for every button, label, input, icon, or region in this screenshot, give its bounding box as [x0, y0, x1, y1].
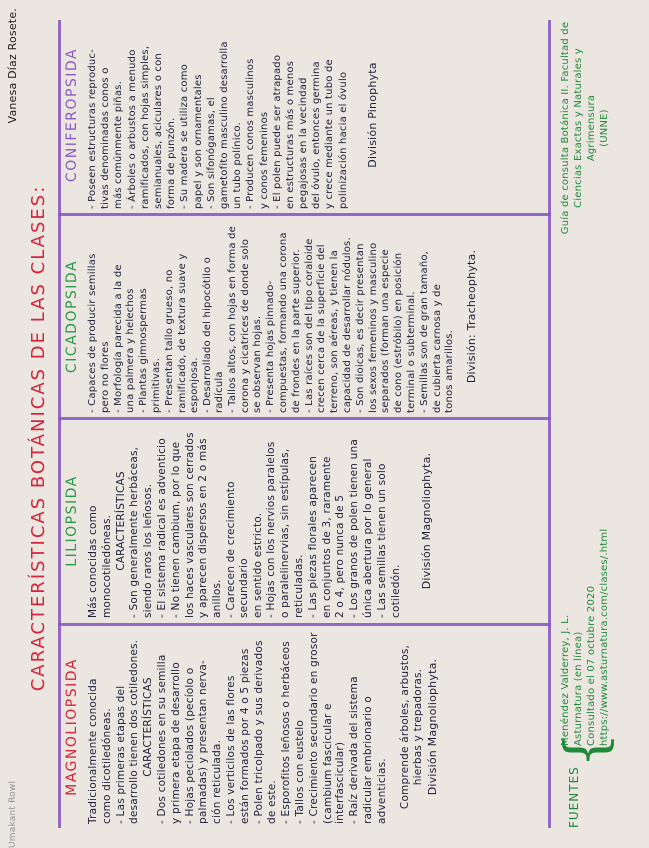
- reference-list: [559, 276, 611, 746]
- guide-line: Guía de consulta Botánica II. Facultad de: [560, 21, 571, 235]
- text-line: y aparecen dispersos en 2 o más: [197, 438, 210, 618]
- text-line: - Capaces de producir semillas: [87, 253, 99, 413]
- text-line: - Tallos con eustelo: [294, 720, 307, 824]
- text-line: pero no flores: [99, 341, 111, 413]
- text-line: 2 o 4, pero nunca de 5: [334, 494, 347, 618]
- text-line: - Tallos altos, con hojas en forma de: [226, 225, 238, 413]
- text-line: - Las raíces son del tipo coraloide: [303, 238, 315, 413]
- faded-corner-text: Umakant Rowl: [8, 780, 18, 848]
- text-line: los haces vasculares son cerrados: [183, 432, 196, 618]
- text-line: - Poseen estructuras reproduc-: [87, 49, 99, 209]
- text-line: capacidad de desarrollar nódulos.: [342, 237, 354, 413]
- text-line: - Carecen de crecimiento secundario: [225, 481, 250, 618]
- brace-mark: {: [554, 732, 619, 768]
- text-line: más comúnmente piñas.: [113, 81, 125, 209]
- text-line: papel y son ornamentales: [192, 74, 204, 209]
- text-line: ción reticulada.: [211, 739, 224, 824]
- text-line: semianuales, aciculares o con: [153, 53, 165, 209]
- sources-footer: [555, 20, 645, 828]
- column-divider-2: [58, 417, 551, 420]
- column-coniferopsida: [64, 21, 544, 209]
- column-magnoliopsida: [64, 630, 544, 824]
- column-title: MAGNOLIOPSIDA: [64, 658, 80, 796]
- text-line: de cubierta carnosa y de: [431, 283, 443, 413]
- text-line: gametofito masculino desarrolla: [218, 41, 230, 209]
- column-title: LILIOPSIDA: [64, 475, 80, 567]
- text-line: están formados por 4 o 5 piezas: [238, 648, 251, 824]
- text-line: (cambium fascicular e interfascicular): [321, 703, 347, 824]
- text-line: siendo raros los leñosos.: [142, 483, 155, 618]
- guide-reference: [559, 18, 611, 238]
- column-title: CONIFEROPSIDA: [64, 47, 80, 183]
- reference-line: Consultado el 07 octubre 2020: [586, 585, 597, 746]
- text-line: los sexos femeninos y masculino: [367, 242, 379, 413]
- subheading: CARACTERÍSTICAS: [142, 677, 155, 777]
- text-line: un tubo polínico.: [232, 122, 244, 209]
- column-divider-3: [58, 213, 551, 216]
- text-line: reticuladas.: [293, 554, 306, 618]
- column-body: [87, 220, 479, 413]
- division-label: División Magnoliophyta.: [426, 658, 440, 796]
- text-line: terreno, son aéreas, y tienen la: [329, 250, 341, 413]
- text-line: - Morfología parecida a la de: [112, 264, 124, 413]
- text-line: esponjosa.: [189, 357, 201, 413]
- column-body: [87, 21, 379, 209]
- reference-line: Menéndez Valderrey, J. L.: [560, 614, 571, 746]
- text-line: forma de punzón.: [166, 117, 178, 209]
- text-line: separados (forman una especie: [380, 249, 392, 413]
- text-line: - Son generalmente herbáceas,: [128, 446, 141, 618]
- intro-line: Tradicionalmente conocida: [87, 678, 100, 824]
- text-line: - Árboles o arbustos a menudo: [126, 49, 138, 209]
- text-line: - Dos cotiledones en su semilla: [156, 654, 169, 824]
- division-label: División: Tracheophyta.: [465, 249, 479, 384]
- text-line: y crece mediante un tubo de: [324, 59, 336, 209]
- guide-line: (UNNE): [599, 109, 610, 147]
- text-line: - Hojas con los nervios paralelos: [265, 441, 278, 618]
- table-top-border: [58, 20, 61, 828]
- division-label: División Pinophyta: [365, 62, 379, 168]
- text-line: - Crecimiento secundario en grosor: [307, 632, 320, 824]
- text-line: del óvulo, entonces germina: [311, 61, 323, 209]
- reference-link[interactable]: https://www.asturnatura.com/clases/.html: [599, 528, 610, 746]
- intro-line: monocotiledóneas.: [100, 514, 113, 618]
- table-bottom-border: [548, 20, 551, 828]
- column-title: CICADOPSIDA: [64, 259, 80, 374]
- text-line: - Semillas son de gran tamaño,: [418, 250, 430, 413]
- text-line: pegajosas en la vecindad: [298, 77, 310, 209]
- text-line: - Las piezas florales aparecen: [306, 456, 319, 618]
- text-line: radicular embrionario o: [362, 696, 375, 824]
- text-line: - Producen conos masculinos: [245, 58, 257, 209]
- division-label: División Magnoliophyta.: [420, 452, 434, 590]
- text-line: - Los granos de polen tienen una: [348, 439, 361, 618]
- column-divider-1: [58, 623, 551, 626]
- text-line: - El sistema radical es adventicio: [156, 438, 169, 618]
- text-line: - Raíz derivada del sistema: [348, 676, 361, 824]
- text-line: adventicias.: [375, 758, 388, 824]
- text-line: - Hojas peciolados (pecíolo o: [183, 667, 196, 824]
- text-line: terminal o subterminal.: [406, 291, 417, 413]
- intro-line: como dicotiledóneas.: [100, 708, 113, 824]
- text-line: una palmera y helechos: [125, 288, 137, 413]
- intro-line: Más conocidas como: [87, 505, 100, 618]
- text-line: palmadas) y presentan nerva-: [197, 659, 210, 824]
- text-line: - Su madera se utiliza como: [179, 63, 191, 209]
- extra-line: Comprende árboles, arbustos,: [398, 644, 411, 810]
- text-line: compuestas, formando una corona: [278, 232, 290, 413]
- text-line: - Presentan tallo grueso, no: [163, 269, 175, 413]
- text-line: - Presenta hojas pinnado-: [265, 280, 277, 413]
- text-line: en conjuntos de 3, raramente: [320, 456, 333, 618]
- text-line: ramificados, con hojas simples,: [139, 45, 151, 209]
- author-name: Vanesa Díaz Rosete.: [6, 8, 19, 124]
- text-line: de este.: [266, 780, 279, 824]
- text-line: - Las primeras etapas del: [114, 685, 127, 824]
- text-line: - Desarrollado del hipocótilo o radícula: [202, 257, 226, 413]
- text-line: única abertura por lo general: [362, 458, 375, 618]
- text-line: anillos.: [211, 579, 224, 618]
- sources-label: FUENTES: [567, 766, 581, 828]
- text-line: y primera etapa de desarrollo: [169, 662, 182, 824]
- text-line: cotiledón.: [389, 564, 402, 618]
- text-line: - Son dioicas, es decir presentan: [354, 243, 366, 413]
- text-line: - Son sifonógamas, el: [205, 97, 217, 209]
- column-body: [87, 424, 434, 618]
- text-line: - Las semillas tienen un solo: [375, 463, 388, 618]
- text-line: - Polen tricolpado y sus derivados: [252, 640, 265, 824]
- text-line: polinización hacia el óvulo: [337, 71, 349, 209]
- text-line: y conos femeninos: [258, 111, 270, 209]
- text-line: - No tienen cambium, por lo que: [169, 441, 182, 618]
- text-line: en estructuras más o menos: [284, 60, 296, 209]
- subheading: CARACTERÍSTICAS: [114, 471, 127, 571]
- text-line: desarrollo tienen dos cotiledones.: [128, 639, 141, 824]
- text-line: - Esporofitos leñosos o herbáceos: [280, 641, 293, 824]
- column-liliopsida: [64, 424, 544, 618]
- text-line: tivas denominadas conos o: [100, 67, 112, 209]
- text-line: corona y cicatrices de donde solo: [239, 238, 251, 413]
- reference-line: Asturnatura (en línea): [573, 631, 584, 746]
- text-line: crecen cerca de la superficie del: [316, 244, 328, 413]
- text-line: se observan hojas.: [252, 315, 264, 413]
- column-body: [87, 630, 440, 824]
- extra-line: hierbas y trepadoras.: [412, 668, 425, 786]
- text-line: en sentido estricto.: [251, 512, 264, 618]
- text-line: - Plantas gimnospermas: [138, 288, 150, 413]
- text-line: primitivas.: [151, 357, 163, 413]
- page-title: CARACTERÍSTICAS BOTÁNICAS DE LAS CLASES:: [28, 184, 49, 692]
- column-cicadopsida: [64, 220, 544, 413]
- text-line: de cono (estróbilo) en posición: [393, 252, 405, 413]
- text-line: de frondes en la parte superior.: [290, 249, 302, 413]
- text-line: tonos amarillos.: [444, 329, 456, 413]
- text-line: ramificado, de textura suave y: [176, 253, 188, 413]
- text-line: o paralelinervias, sin estípulas,: [279, 448, 292, 618]
- text-line: - Los verticilos de las flores: [225, 675, 238, 824]
- text-line: - El polen puede ser atrapado: [271, 54, 283, 209]
- guide-line: Ciencias Exactas y Naturales y Agrimensura: [573, 48, 597, 208]
